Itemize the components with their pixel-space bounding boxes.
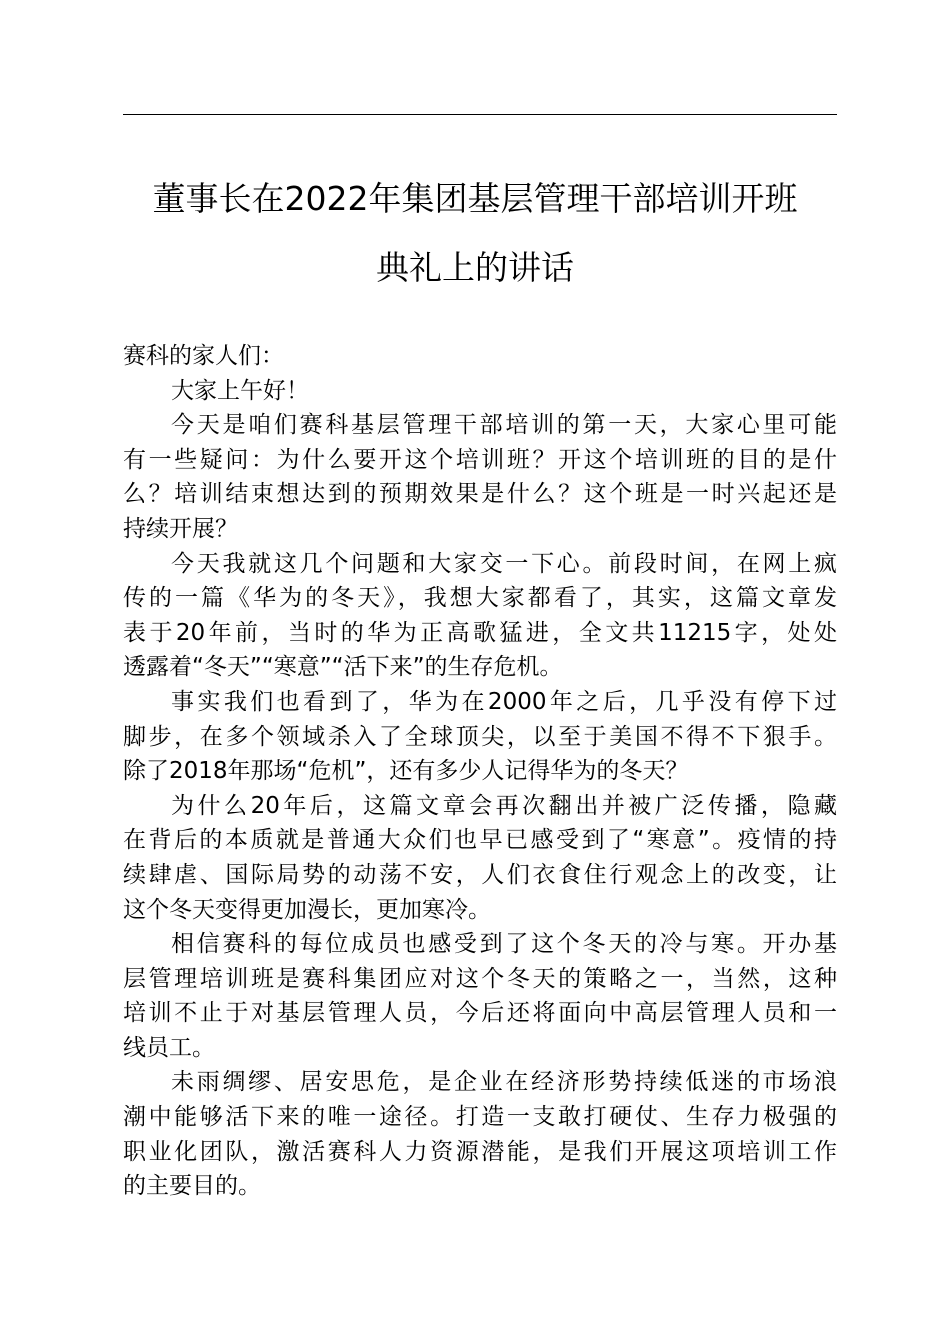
- body-line: 层管理培训班是赛科集团应对这个冬天的策略之一，当然，这种: [123, 965, 837, 992]
- body-line: 今天是咱们赛科基层管理干部培训的第一天，大家心里可能: [171, 412, 837, 439]
- body-line: 今天我就这几个问题和大家交一下心。前段时间，在网上疯: [171, 550, 837, 577]
- body-line: 潮中能够活下来的唯一途径。打造一支敢打硬仗、生存力极强的: [123, 1104, 837, 1131]
- body-line: 相信赛科的每位成员也感受到了这个冬天的冷与寒。开办基: [171, 931, 837, 958]
- body-line: 透露着“冬天”“寒意”“活下来”的生存危机。: [123, 654, 563, 681]
- document-title-line-2: 典礼上的讲话: [376, 248, 574, 287]
- body-line: 续肆虐、国际局势的动荡不安，人们衣食住行观念上的改变，让: [123, 861, 837, 888]
- body-line: 事实我们也看到了，华为在2000年之后，几乎没有停下过: [171, 688, 837, 715]
- header-rule: [123, 114, 837, 115]
- body-line: 有一些疑问：为什么要开这个培训班？开这个培训班的目的是什: [123, 446, 837, 473]
- body-line: 传的一篇《华为的冬天》，我想大家都看了，其实，这篇文章发: [123, 585, 837, 612]
- body-line: 持续开展？: [123, 515, 238, 542]
- body-line: 培训不止于对基层管理人员，今后还将面向中高层管理人员和一: [123, 1000, 837, 1027]
- body-line: 未雨绸缪、居安思危，是企业在经济形势持续低迷的市场浪: [171, 1069, 837, 1096]
- body-line: 表于20年前，当时的华为正高歌猛进，全文共11215字，处处: [123, 619, 837, 646]
- body-line: 脚步，在多个领域杀入了全球顶尖，以至于美国不得不下狠手。: [123, 723, 837, 750]
- body-line: 除了2018年那场“危机”，还有多少人记得华为的冬天？: [123, 758, 689, 785]
- body-line: 线员工。: [123, 1034, 215, 1061]
- body-line: 大家上午好！: [171, 377, 309, 404]
- body-line: 赛科的家人们：: [123, 343, 284, 369]
- body-line: 为什么20年后，这篇文章会再次翻出并被广泛传播，隐藏: [171, 792, 837, 819]
- body-line: 的主要目的。: [123, 1173, 261, 1200]
- body-line: 这个冬天变得更加漫长，更加寒冷。: [123, 896, 491, 923]
- body-line: 在背后的本质就是普通大众们也早已感受到了“寒意”。疫情的持: [123, 827, 837, 854]
- document-body: [123, 339, 837, 1204]
- document-title-line-1: 董事长在2022年集团基层管理干部培训开班: [152, 179, 798, 218]
- body-line: 么？培训结束想达到的预期效果是什么？这个班是一时兴起还是: [123, 481, 837, 508]
- body-line: 职业化团队，激活赛科人力资源潜能，是我们开展这项培训工作: [123, 1138, 837, 1165]
